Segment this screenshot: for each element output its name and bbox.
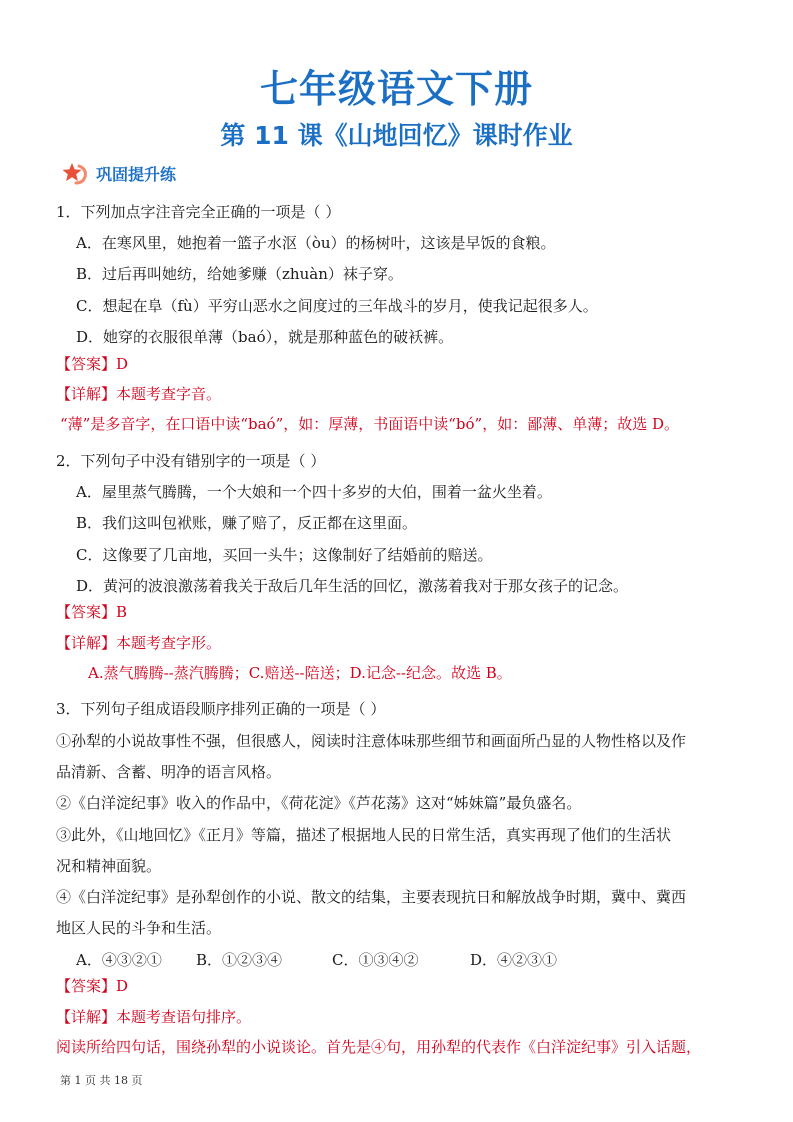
q1-answer: 【答案】D [56, 355, 129, 373]
section-header [62, 160, 176, 186]
q1-detail: 【详解】本题考查字音。 [56, 385, 222, 403]
section-label: 巩固提升练 [96, 164, 177, 184]
q1-option-b: B．过后再叫她纺，给她爹赚（zhuàn）袜子穿。 [76, 265, 403, 283]
q3-option-b: B．①②③④ [196, 951, 283, 969]
lesson-subtitle: 第 11 课《山地回忆》课时作业 [220, 121, 573, 150]
q3-option-d: D．④②③① [470, 951, 558, 969]
q3-explanation: 阅读所给四句话，围绕孙犁的小说谈论。首先是④句，用孙犁的代表作《白洋淀纪事》引入话题， [56, 1038, 702, 1056]
q2-stem: 2．下列句子中没有错别字的一项是（ ） [56, 452, 326, 470]
q2-option-d: D．黄河的波浪激荡着我关于敌后几年生活的回忆，激荡着我对于那女孩子的记念。 [76, 577, 629, 595]
q2-detail: 【详解】本题考查字形。 [56, 634, 222, 652]
q1-option-d: D．她穿的衣服很单薄（baó），就是那种蓝色的破袄裤。 [76, 328, 454, 346]
q1-stem: 1．下列加点字注音完全正确的一项是（ ） [56, 203, 341, 221]
q3-option-a: A．④③②① [76, 951, 162, 969]
q1-explanation: “薄”是多音字，在口语中读“baó”，如：厚薄，书面语中读“bó”，如：鄙薄、单薄；故选 D。 [60, 415, 680, 433]
q3-sentence-line: 况和精神面貌。 [56, 857, 162, 875]
q3-sentence-line: ①孙犁的小说故事性不强，但很感人，阅读时注意体味那些细节和画面所凸显的人物性格以及作 [56, 732, 687, 750]
q3-sentence-line: ②《白洋淀纪事》收入的作品中，《荷花淀》《芦花荡》这对“姊妹篇”最负盛名。 [56, 794, 582, 812]
q3-detail: 【详解】本题考查语句排序。 [56, 1008, 252, 1026]
q3-sentence-line: 地区人民的斗争和生活。 [56, 919, 222, 937]
star-badge-icon [62, 161, 88, 185]
q3-option-c: C．①③④② [332, 951, 419, 969]
q3-stem: 3．下列句子组成语段顺序排列正确的一项是（ ） [56, 700, 386, 718]
q1-option-c: C．想起在阜（fù）平穷山恶水之间度过的三年战斗的岁月，使我记起很多人。 [76, 297, 598, 315]
page-footer: 第 1 页 共 18 页 [60, 1074, 143, 1087]
q3-answer: 【答案】D [56, 977, 129, 995]
q3-sentence-line: ④《白洋淀纪事》是孙犁创作的小说、散文的结集，主要表现抗日和解放战争时期，冀中、冀西 [56, 888, 687, 906]
q2-explanation: A.蒸气腾腾--蒸汽腾腾；C.赔送--陪送；D.记念--纪念。故选 B。 [88, 664, 512, 682]
q2-option-c: C．这像要了几亩地，买回一头牛；这像制好了结婚前的赔送。 [76, 546, 493, 564]
q2-option-b: B．我们这叫包袱账，赚了赔了，反正都在这里面。 [76, 514, 418, 532]
q3-sentence-line: 品清新、含蓄、明净的语言风格。 [56, 763, 282, 781]
q3-sentence-line: ③此外，《山地回忆》《正月》等篇，描述了根据地人民的日常生活，真实再现了他们的生活状 [56, 826, 672, 844]
q2-option-a: A．屋里蒸气腾腾，一个大娘和一个四十多岁的大伯，围着一盆火坐着。 [76, 483, 552, 501]
q2-answer: 【答案】B [56, 603, 128, 621]
q1-option-a: A．在寒风里，她抱着一篮子水沤（òu）的杨树叶，这该是早饭的食粮。 [76, 234, 556, 252]
page-title: 七年级语文下册 [259, 67, 533, 111]
